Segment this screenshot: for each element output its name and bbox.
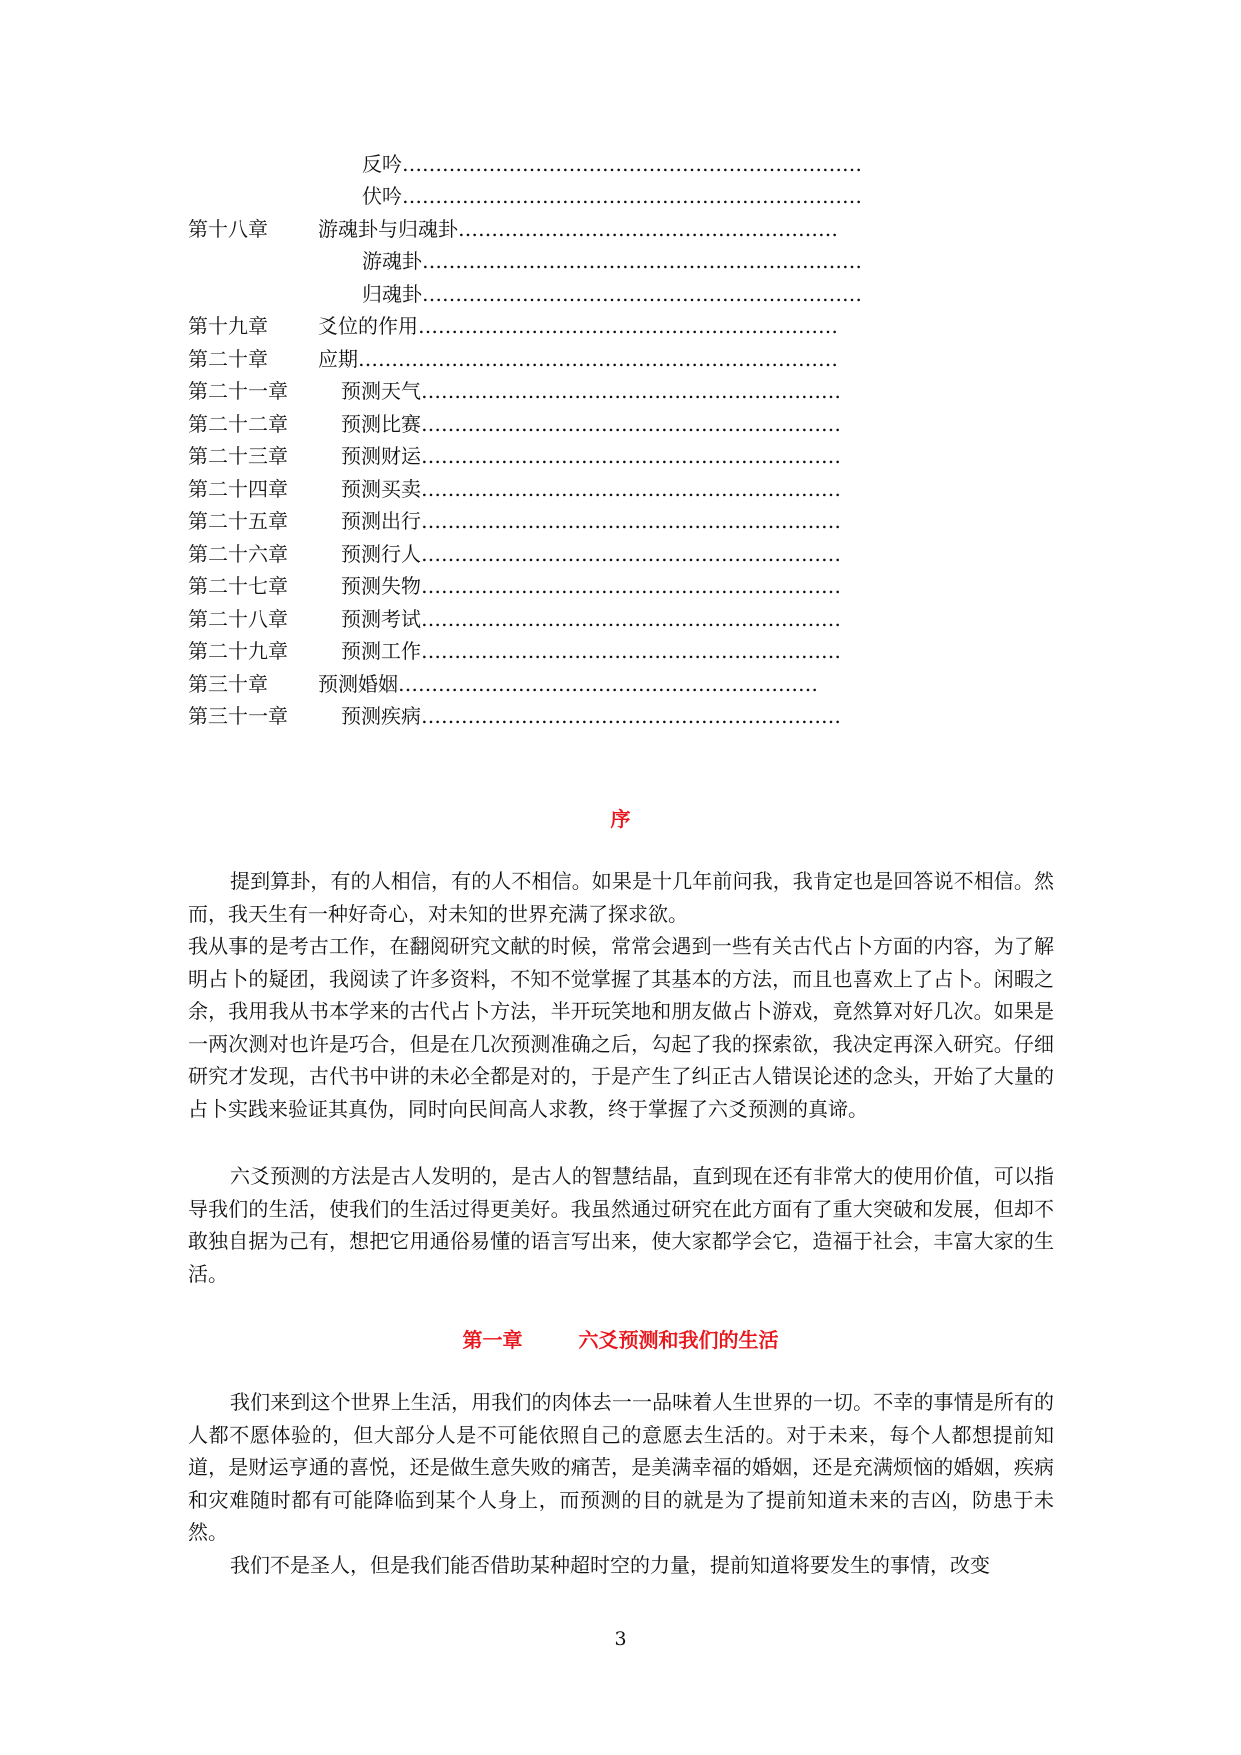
toc-title: 预测比赛 — [341, 412, 421, 436]
toc-title: 游魂卦与归魂卦 — [318, 217, 458, 241]
toc-title: 预测买卖 — [341, 477, 421, 501]
toc-leader: ……………………………………………………… — [421, 379, 841, 403]
toc-entry[interactable] — [188, 668, 818, 700]
toc-title: 预测天气 — [341, 379, 421, 403]
toc-entry[interactable] — [188, 440, 841, 472]
toc-title: 应期 — [318, 347, 358, 371]
page-number: 3 — [614, 1628, 627, 1650]
toc-title: 预测婚姻 — [318, 672, 398, 696]
toc-leader: ……………………………………………………… — [421, 412, 841, 436]
toc-leader: …………………………………………………………… — [402, 184, 862, 208]
toc-entry[interactable] — [188, 538, 841, 570]
toc-chapter: 第二十七章 — [188, 574, 288, 598]
toc-entry[interactable] — [188, 473, 841, 505]
toc-chapter: 第十八章 — [188, 217, 268, 241]
toc-title: 预测考试 — [341, 607, 421, 631]
toc-chapter: 第三十章 — [188, 672, 268, 696]
toc-leader: ……………………………………………………… — [398, 672, 818, 696]
chapter-paragraph: 我们不是圣人，但是我们能否借助某种超时空的力量，提前知道将要发生的事情，改变 — [230, 1553, 990, 1577]
toc-title: 预测出行 — [341, 509, 421, 533]
preface-paragraph: 六爻预测的方法是古人发明的，是古人的智慧结晶，直到现在还有非常大的使用价值，可以指导我们的生活，使我们的生活过得更美好。我虽然通过研究在此方面有了重大突破和发展，但却不敢独自据为己有，想把它用通俗易懂的语言写出来，使大家都学会它，造福于社会，丰富大家的生活。 — [188, 1164, 1054, 1286]
toc-chapter: 第二十五章 — [188, 509, 288, 533]
toc-title: 预测疾病 — [341, 704, 421, 728]
toc-entry[interactable] — [362, 180, 862, 212]
chapter-heading — [0, 1324, 1241, 1353]
toc-title: 伏吟 — [362, 184, 402, 208]
toc-leader: ……………………………………………………… — [421, 574, 841, 598]
toc-title: 反吟 — [362, 152, 402, 176]
chapter-title: 六爻预测和我们的生活 — [578, 1328, 779, 1352]
toc-title: 预测失物 — [341, 574, 421, 598]
toc-entry[interactable] — [188, 635, 841, 667]
toc-entry[interactable] — [188, 700, 841, 732]
toc-leader: ……………………………………………………… — [421, 607, 841, 631]
toc-chapter: 第二十九章 — [188, 639, 288, 663]
preface-paragraph: 我从事的是考古工作，在翻阅研究文献的时候，常常会遇到一些有关古代占卜方面的内容，为了解明占卜的疑团，我阅读了许多资料，不知不觉掌握了其基本的方法，而且也喜欢上了占卜。闲暇之余，我用我从书本学来的古代占卜方法，半开玩笑地和朋友做占卜游戏，竟然算对好几次。如果是一两次测对也许是巧合，但是在几次预测准确之后，勾起了我的探索欲，我决定再深入研究。仔细研究才发现，古代书中讲的未必全都是对的，于是产生了纠正古人错误论述的念头，开始了大量的占卜实践来验证其真伪，同时向民间高人求教，终于掌握了六爻预测的真谛。 — [188, 934, 1054, 1121]
toc-title: 爻位的作用 — [318, 314, 418, 338]
toc-leader: ………………………………………………… — [458, 217, 838, 241]
toc-leader: ……………………………………………………… — [421, 542, 841, 566]
toc-title: 预测行人 — [341, 542, 421, 566]
toc-leader: ……………………………………………………… — [421, 444, 841, 468]
toc-entry[interactable] — [188, 408, 841, 440]
chapter-paragraph: 我们来到这个世界上生活，用我们的肉体去一一品味着人生世界的一切。不幸的事情是所有的人都不愿体验的，但大部分人是不可能依照自己的意愿去生活的。对于未来，每个人都想提前知道，是财运亨通的喜悦，还是做生意失败的痛苦，是美满幸福的婚姻，还是充满烦恼的婚姻，疾病和灾难随时都有可能降临到某个人身上，而预测的目的就是为了提前知道未来的吉凶，防患于未然。 — [188, 1390, 1054, 1545]
toc-chapter: 第二十章 — [188, 347, 268, 371]
preface-title: 序 — [610, 807, 631, 831]
toc-entry[interactable] — [362, 245, 862, 277]
toc-title: 预测工作 — [341, 639, 421, 663]
toc-leader: ……………………………………………………… — [421, 509, 841, 533]
toc-leader: ……………………………………………………… — [418, 314, 838, 338]
toc-title: 归魂卦 — [362, 282, 422, 306]
toc-chapter: 第十九章 — [188, 314, 268, 338]
toc-entry[interactable] — [188, 603, 841, 635]
toc-leader: …………………………………………………………… — [402, 152, 862, 176]
toc-chapter: 第二十二章 — [188, 412, 288, 436]
toc-leader: ……………………………………………………… — [421, 639, 841, 663]
toc-entry[interactable] — [188, 213, 838, 245]
toc-entry[interactable] — [188, 343, 838, 375]
toc-entry[interactable] — [362, 278, 862, 310]
toc-chapter: 第二十四章 — [188, 477, 288, 501]
toc-entry[interactable] — [188, 505, 841, 537]
toc-chapter: 第二十一章 — [188, 379, 288, 403]
toc-chapter: 第二十三章 — [188, 444, 288, 468]
toc-entry[interactable] — [188, 570, 841, 602]
toc-leader: ……………………………………………………… — [421, 704, 841, 728]
toc-entry[interactable] — [362, 148, 862, 180]
toc-chapter: 第二十八章 — [188, 607, 288, 631]
toc-title: 预测财运 — [341, 444, 421, 468]
toc-title: 游魂卦 — [362, 249, 422, 273]
chapter-number: 第一章 — [462, 1328, 523, 1352]
preface-heading — [0, 803, 1241, 832]
toc-leader: ……………………………………………………… — [421, 477, 841, 501]
toc-chapter: 第三十一章 — [188, 704, 288, 728]
toc-leader: ………………………………………………………… — [422, 282, 862, 306]
toc-entry[interactable] — [188, 375, 841, 407]
toc-entry[interactable] — [188, 310, 838, 342]
preface-paragraph: 提到算卦，有的人相信，有的人不相信。如果是十几年前问我，我肯定也是回答说不相信。然而，我天生有一种好奇心，对未知的世界充满了探求欲。 — [188, 869, 1054, 926]
toc-leader: ………………………………………………………… — [422, 249, 862, 273]
toc-leader: ……………………………………………………………… — [358, 347, 838, 371]
toc-chapter: 第二十六章 — [188, 542, 288, 566]
